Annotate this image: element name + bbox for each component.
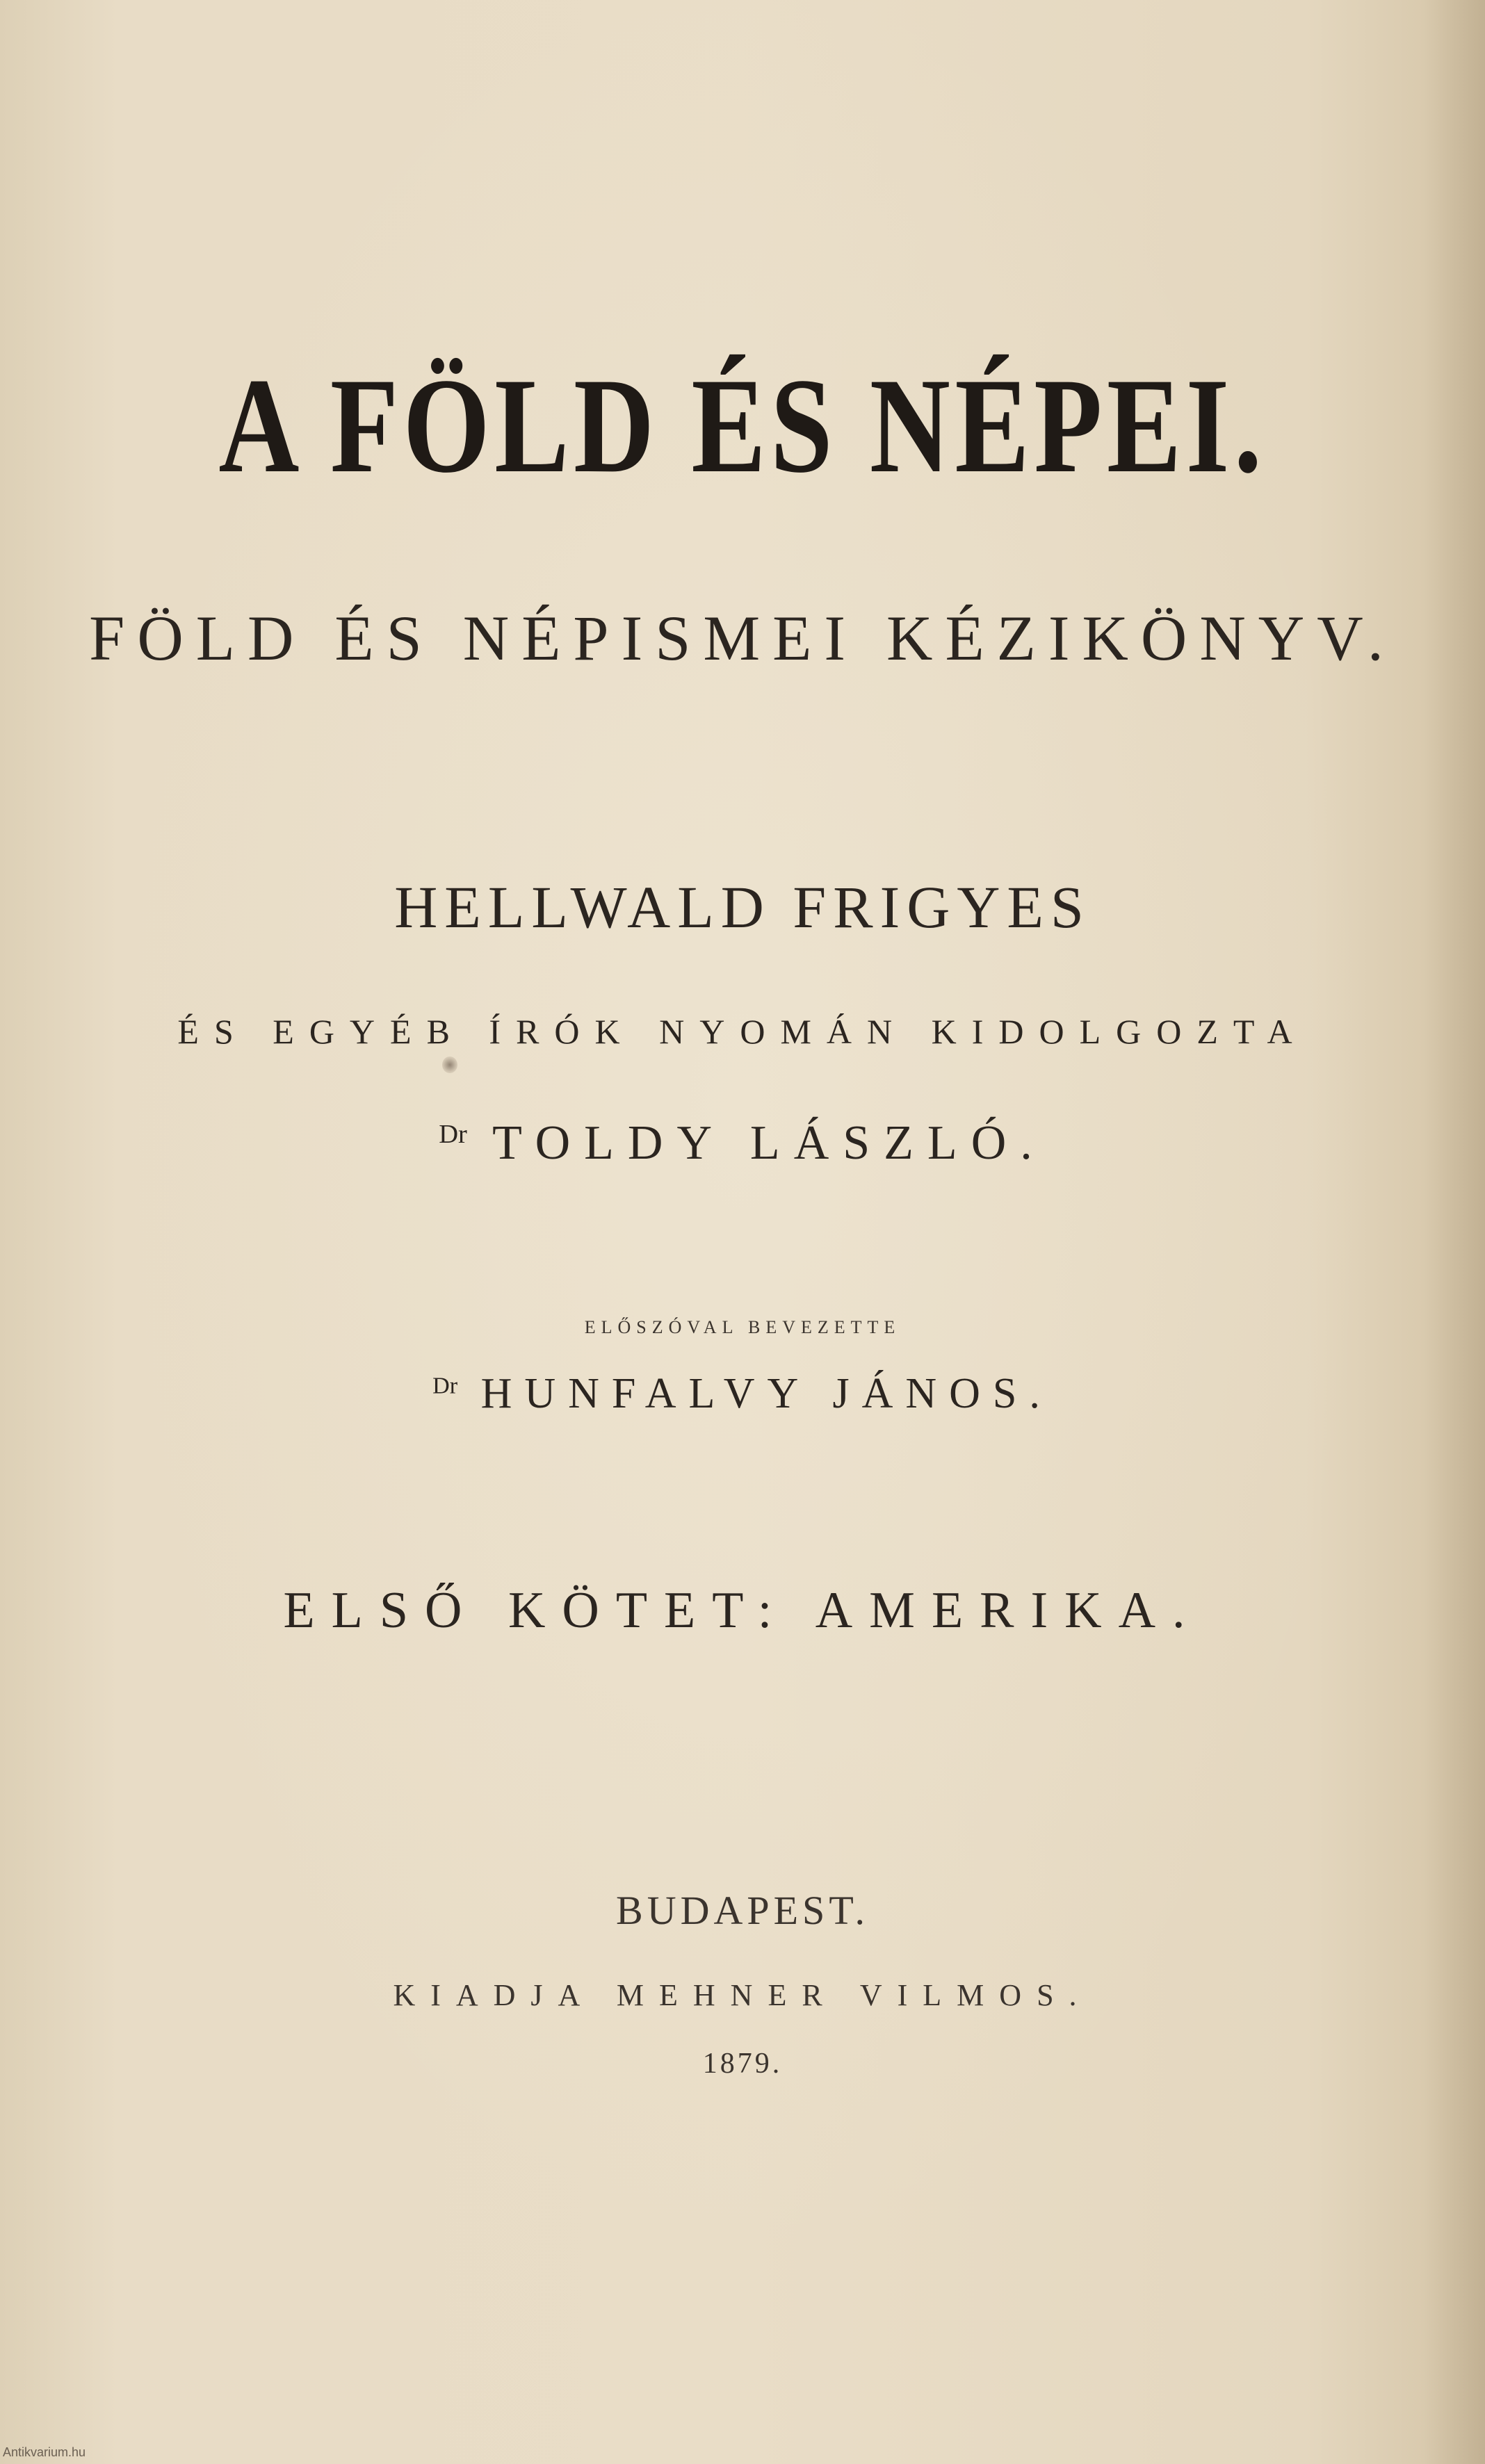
publisher-line: KIADJA MEHNER VILMOS. — [393, 1978, 1092, 2012]
page-edge-shadow — [1422, 0, 1485, 2464]
preface-line: ELŐSZÓVAL BEVEZETTE — [584, 1317, 901, 1337]
editor-line — [0, 1116, 1485, 1171]
introducer-line — [0, 1369, 1485, 1419]
editor-name: TOLDY LÁSZLÓ. — [492, 1116, 1046, 1170]
publication-year: 1879. — [702, 2048, 783, 2080]
introducer-title-abbrev: Dr — [432, 1373, 458, 1399]
introducer-name: HUNFALVY JÁNOS. — [480, 1370, 1053, 1417]
watermark: Antikvarium.hu — [3, 2445, 86, 2459]
book-title: A FÖLD ÉS NÉPEI. — [218, 350, 1267, 501]
book-subtitle: FÖLD ÉS NÉPISMEI KÉZIKÖNYV. — [89, 603, 1396, 674]
volume-line: ELSŐ KÖTET: AMERIKA. — [283, 1582, 1202, 1639]
publication-city: BUDAPEST. — [616, 1888, 869, 1933]
paper-stain — [442, 1056, 457, 1073]
adaptation-line: ÉS EGYÉB ÍRÓK NYOMÁN KIDOLGOZTA — [177, 1012, 1308, 1051]
author-name: HELLWALD FRIGYES — [394, 874, 1091, 940]
editor-title-abbrev: Dr — [439, 1119, 467, 1149]
